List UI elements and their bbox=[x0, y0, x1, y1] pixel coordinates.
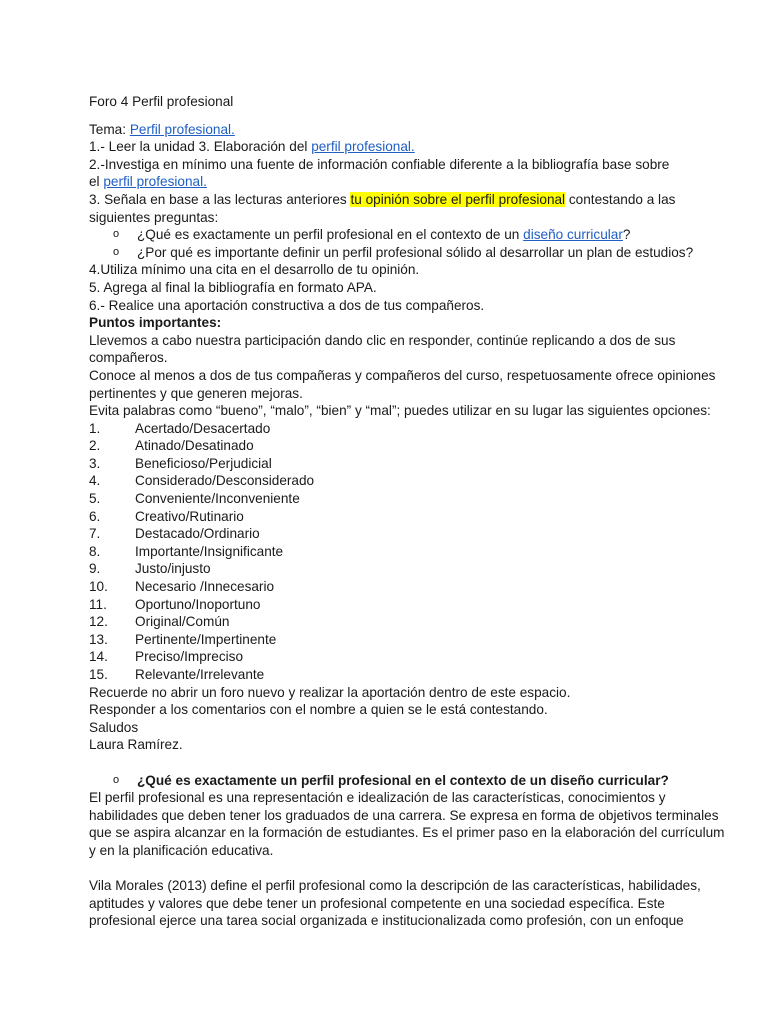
instruction-1-link[interactable]: perfil profesional. bbox=[311, 139, 415, 155]
instruction-5: 5. Agrega al final la bibliografía en formato APA. bbox=[89, 279, 377, 295]
option-item bbox=[89, 455, 689, 473]
tema-link[interactable]: Perfil profesional. bbox=[129, 121, 235, 137]
instruction-1 bbox=[89, 138, 689, 156]
option-text: Atinado/Desatinado bbox=[135, 438, 254, 454]
option-item bbox=[89, 420, 689, 438]
instruction-6: 6.- Realice una aportación constructiva a dos de tus compañeros. bbox=[89, 297, 485, 313]
option-number: 4. bbox=[89, 473, 101, 489]
option-number: 14. bbox=[89, 649, 108, 665]
puntos-2-line-2: pertinentes y que generen mejoras. bbox=[89, 385, 303, 401]
option-item bbox=[89, 437, 689, 455]
bullet-circle-icon: o bbox=[113, 245, 120, 258]
puntos-heading: Puntos importantes: bbox=[89, 315, 222, 331]
option-number: 10. bbox=[89, 579, 108, 595]
instruction-2-line-2 bbox=[89, 173, 689, 191]
question-1-item bbox=[89, 226, 689, 244]
option-number: 3. bbox=[89, 455, 101, 471]
instruction-3-text-end: contestando a las bbox=[565, 191, 676, 207]
answer-para-1-line-3: que se aspira alcanzar en la formación de estudiantes. Es el primer paso en la elaboración del currículum bbox=[89, 825, 725, 841]
option-number: 6. bbox=[89, 508, 101, 524]
option-number: 13. bbox=[89, 631, 108, 647]
option-item bbox=[89, 472, 689, 490]
option-number: 5. bbox=[89, 491, 101, 507]
option-item bbox=[89, 525, 689, 543]
option-text: Creativo/Rutinario bbox=[135, 508, 244, 524]
answer-para-1-line-1: El perfil profesional es una representación e idealización de las características, conocimientos y bbox=[89, 790, 666, 806]
option-number: 9. bbox=[89, 561, 101, 577]
option-text: Beneficioso/Perjudicial bbox=[135, 455, 272, 471]
closing-3: Saludos bbox=[89, 719, 139, 735]
instruction-2-link[interactable]: perfil profesional. bbox=[103, 174, 207, 190]
bullet-circle-icon: o bbox=[113, 773, 120, 786]
instruction-4: 4.Utiliza mínimo una cita en el desarrollo de tu opinión. bbox=[89, 262, 420, 278]
instruction-2-line-1: 2.-Investiga en mínimo una fuente de información confiable diferente a la bibliografía base sobre bbox=[89, 156, 670, 172]
option-item bbox=[89, 666, 689, 684]
option-number: 7. bbox=[89, 526, 101, 542]
option-text: Necesario /Innecesario bbox=[135, 579, 275, 595]
option-item bbox=[89, 648, 689, 666]
options-list bbox=[89, 420, 689, 684]
option-text: Conveniente/Inconveniente bbox=[135, 491, 300, 507]
option-number: 15. bbox=[89, 667, 108, 682]
answer-para-2-line-3: profesional ejerce una tarea social organizada e institucionalizada como profesión, con un enfoque bbox=[89, 913, 684, 929]
option-number: 12. bbox=[89, 614, 108, 630]
option-text: Relevante/Irrelevante bbox=[135, 667, 265, 682]
tema-line bbox=[89, 121, 689, 139]
answer-para-1-line-2: habilidades que deben tener los graduados de una carrera. Se expresa en forma de objetivos terminales bbox=[89, 807, 719, 823]
tema-label: Tema: bbox=[89, 121, 127, 137]
document-title: Foro 4 Perfil profesional bbox=[89, 94, 234, 109]
instruction-3-highlight: tu opinión sobre el perfil profesional bbox=[350, 191, 566, 207]
option-text: Destacado/Ordinario bbox=[135, 526, 260, 542]
question-2-text: ¿Por qué es importante definir un perfil profesional sólido al desarrollar un plan de estudios? bbox=[137, 244, 694, 260]
answer-para-2-line-1: Vila Morales (2013) define el perfil profesional como la descripción de las características, habilidades, bbox=[89, 878, 701, 894]
answer-para-2-line-2: aptitudes y valores que debe tener un profesional competente en una sociedad específica. Este bbox=[89, 895, 665, 911]
option-text: Oportuno/Inoportuno bbox=[135, 596, 261, 612]
instruction-3-line-1 bbox=[89, 191, 689, 209]
option-item bbox=[89, 560, 689, 578]
answer-question bbox=[89, 772, 689, 790]
instruction-3-line-2: siguientes preguntas: bbox=[89, 209, 219, 225]
question-1-link[interactable]: diseño curricular bbox=[523, 227, 623, 243]
question-2-item bbox=[89, 244, 694, 262]
closing-2: Responder a los comentarios con el nombre a quien se le está contestando. bbox=[89, 702, 548, 718]
signature: Laura Ramírez. bbox=[89, 737, 183, 753]
closing-1: Recuerde no abrir un foro nuevo y realizar la aportación dentro de este espacio. bbox=[89, 684, 571, 700]
option-item bbox=[89, 596, 689, 614]
option-text: Importante/Insignificante bbox=[135, 543, 284, 559]
option-item bbox=[89, 508, 689, 526]
option-number: 11. bbox=[89, 596, 107, 612]
instruction-1-text: 1.- Leer la unidad 3. Elaboración del bbox=[89, 139, 312, 155]
answer-para-1-line-4: y en la planificación educativa. bbox=[89, 842, 274, 858]
document-body bbox=[89, 93, 725, 930]
instruction-2-text: el bbox=[89, 174, 104, 190]
option-text: Original/Común bbox=[135, 614, 230, 630]
question-1-end: ? bbox=[622, 227, 631, 243]
bullet-circle-icon: o bbox=[113, 228, 120, 241]
puntos-2-line-1: Conoce al menos a dos de tus compañeras y compañeros del curso, respetuosamente ofrece opiniones bbox=[89, 367, 716, 383]
option-number: 1. bbox=[89, 420, 101, 436]
puntos-1-line-1: Llevemos a cabo nuestra participación dando clic en responder, continúe replicando a dos de sus bbox=[89, 332, 676, 348]
option-item bbox=[89, 631, 689, 649]
puntos-3: Evita palabras como “bueno”, “malo”, “bien” y “mal”; puedes utilizar en su lugar las siguientes opciones: bbox=[89, 403, 711, 419]
puntos-1-line-2: compañeros. bbox=[89, 350, 168, 366]
option-text: Justo/injusto bbox=[135, 561, 211, 577]
option-item bbox=[89, 543, 689, 561]
option-number: 2. bbox=[89, 438, 101, 454]
option-text: Preciso/Impreciso bbox=[135, 649, 244, 665]
question-1-text: ¿Qué es exactamente un perfil profesional en el contexto de un bbox=[137, 227, 524, 243]
option-item bbox=[89, 490, 689, 508]
option-text: Acertado/Desacertado bbox=[135, 420, 271, 436]
answer-question-text: ¿Qué es exactamente un perfil profesional en el contexto de un diseño curricular? bbox=[137, 772, 669, 788]
option-item bbox=[89, 578, 689, 596]
option-number: 8. bbox=[89, 543, 101, 559]
option-item bbox=[89, 613, 689, 631]
instruction-3-text: 3. Señala en base a las lecturas anteriores bbox=[89, 191, 351, 207]
option-text: Considerado/Desconsiderado bbox=[135, 473, 315, 489]
option-text: Pertinente/Impertinente bbox=[135, 631, 277, 647]
